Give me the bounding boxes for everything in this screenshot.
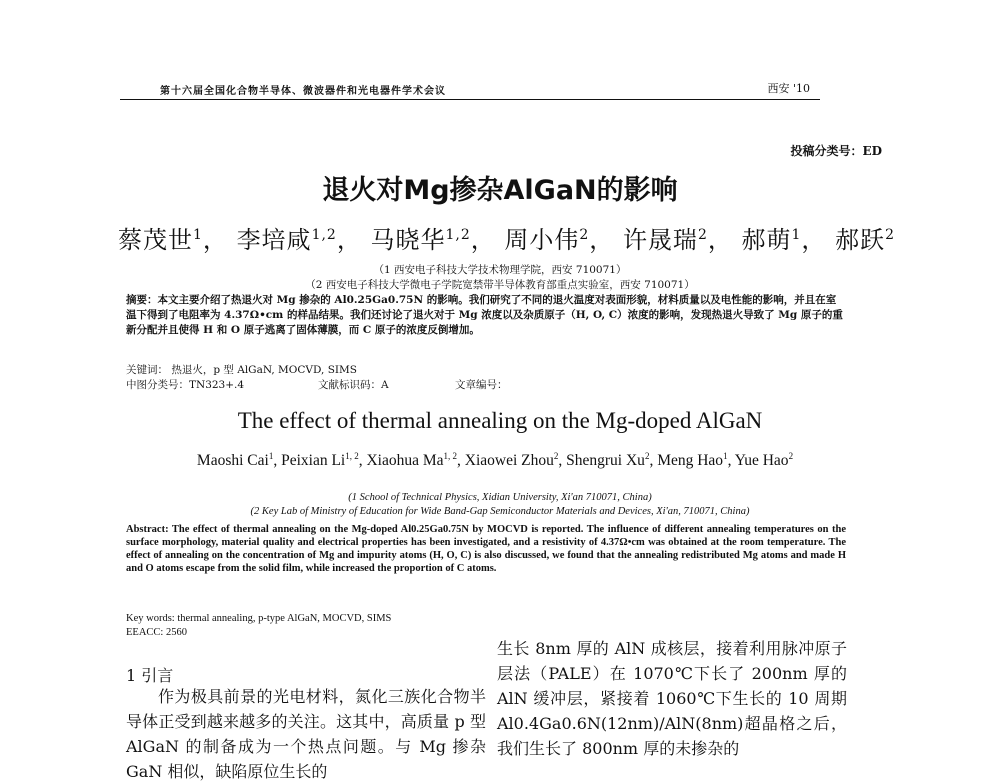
en-author-aff: 1, 2 bbox=[443, 451, 458, 461]
body-paragraph: 作为极具前景的光电材料，氮化三族化合物半导体正受到越来越多的关注。这其中，高质量 p 型 AlGaN 的制备成为一个热点问题。与 Mg 掺杂 GaN 相似，缺陷原位生长的 bbox=[126, 687, 486, 781]
en-author: Maoshi Cai bbox=[196, 452, 269, 470]
en-keywords: Key words: thermal annealing, p-type AlGaN, MOCVD, SIMS bbox=[126, 613, 392, 624]
en-authors: Maoshi Cai$^1$, Peixian Li$^{1, 2}$, Xiaohua Ma$^{1, 2}$, Xiaowei Zhou$^2$, Shengrui Xu$^2$, Meng Hao$^1$, Yue Hao$^2$ bbox=[196, 451, 794, 470]
en-title: The effect of thermal annealing on the Mg-doped AlGaN bbox=[237, 408, 763, 433]
en-affiliation-2: (2 Key Lab of Ministry of Education for Wide Band-Gap Semiconductor Materials and Devices, Xi'an, 710071, China) bbox=[250, 506, 750, 517]
cn-author: 许晟瑞 bbox=[622, 226, 698, 254]
cn-author-aff: 1 bbox=[791, 227, 802, 243]
cn-doc-code: 文献标识码：A bbox=[318, 379, 389, 391]
cn-article-no: 文章编号： bbox=[455, 379, 508, 391]
cn-authors: 蔡茂世$^1$， 李培咸$^{1,2}$， 马晓华$^{1,2}$， 周小伟$^2$， 许晟瑞$^2$， 郝萌$^1$， 郝跃$^2$ bbox=[118, 226, 895, 254]
en-author: Meng Hao bbox=[657, 452, 724, 470]
running-header-location: 西安 '10 bbox=[767, 82, 810, 95]
cn-author-aff: 1,2 bbox=[311, 227, 337, 243]
en-author-aff: 2 bbox=[553, 451, 559, 461]
cn-author: 马晓华 bbox=[370, 226, 446, 254]
cn-author: 李培咸 bbox=[236, 226, 312, 254]
en-author-aff: 1 bbox=[268, 451, 274, 461]
en-affiliation-1: (1 School of Technical Physics, Xidian University, Xi'an 710071, China) bbox=[348, 492, 652, 503]
en-author-aff: 2 bbox=[788, 451, 794, 461]
cn-author: 蔡茂世 bbox=[118, 226, 193, 254]
cn-keywords: 关键词： 热退火，p 型 AlGaN, MOCVD, SIMS bbox=[126, 364, 357, 376]
cn-author: 周小伟 bbox=[504, 226, 580, 254]
en-author-aff: 2 bbox=[644, 451, 650, 461]
cn-author-aff: 1 bbox=[193, 227, 203, 243]
cn-author-aff: 2 bbox=[579, 227, 590, 243]
running-header-conference: 第十六届全国化合物半导体、微波器件和光电器件学术会议 bbox=[160, 86, 446, 97]
en-author: Yue Hao bbox=[734, 452, 789, 470]
cn-affiliation-2: （2 西安电子科技大学微电子学院宽禁带半导体教育部重点实验室，西安 710071） bbox=[305, 279, 695, 291]
classification-code: 投稿分类号：ED bbox=[790, 144, 882, 158]
en-author-aff: 1, 2 bbox=[345, 451, 359, 461]
cn-author-aff: 2 bbox=[697, 227, 708, 243]
cn-author: 郝萌 bbox=[741, 226, 792, 254]
en-author-aff: 1 bbox=[723, 451, 728, 461]
en-author: Xiaowei Zhou bbox=[464, 452, 554, 470]
en-author: Xiaohua Ma bbox=[366, 452, 444, 470]
header-rule bbox=[120, 99, 820, 100]
body-column-left bbox=[126, 684, 486, 784]
cn-clc: 中图分类号：TN323+.4 bbox=[126, 379, 245, 391]
cn-author-aff: 2 bbox=[885, 227, 895, 243]
en-author: Shengrui Xu bbox=[566, 452, 645, 470]
cn-title: 退火对Mg掺杂AlGaN的影响 bbox=[322, 175, 678, 206]
en-abstract: Abstract: The effect of thermal annealing on the Mg-doped Al0.25Ga0.75N by MOCVD is reported. The influence of different annealing temperatures on the surface morphology, material quality and electrical properties has been investigated, and a resistivity of 4.37Ω•cm was obtained at the room temperature. The effect of annealing on the concentration of Mg and impurity atoms (H, O, C) is also discussed, we found that the annealing redistributed Mg atoms and made H and O atoms escape from the solid film, while increased the proportion of C atoms. bbox=[126, 524, 846, 574]
eeacc-code: EEACC: 2560 bbox=[126, 627, 187, 638]
cn-author: 郝跃 bbox=[835, 226, 886, 254]
cn-abstract: 摘要：本文主要介绍了热退火对 Mg 掺杂的 Al0.25Ga0.75N 的影响。我们研究了不同的退火温度对表面形貌，材料质量以及电性能的影响，并且在室温下得到了电阻率为 4.37Ω•cm 的样品结果。我们还讨论了退火对于 Mg 浓度以及杂质原子（H, O, C）浓度的影响，发现热退火导致了 Mg 原子的重新分配并且使得 H 和 O 原子逃离了固体薄膜，而 C 原子的浓度反倒增加。 bbox=[126, 294, 843, 336]
body-paragraph: 生长 8nm 厚的 AlN 成核层，接着利用脉冲原子层法（PALE）在 1070℃下长了 200nm 厚的 AlN 缓冲层，紧接着 1060℃下生长的 10 周期 Al0.4Ga0.6N(12nm)/AlN(8nm)超晶格之后，我们生长了 800nm 厚的未掺杂的 bbox=[497, 639, 847, 758]
en-author: Peixian Li bbox=[281, 452, 346, 470]
cn-author-aff: 1,2 bbox=[445, 227, 471, 243]
cn-affiliation-1: （1 西安电子科技大学技术物理学院，西安 710071） bbox=[373, 264, 627, 276]
section-title: 1 引言 bbox=[126, 666, 174, 685]
body-column-right bbox=[497, 636, 847, 761]
